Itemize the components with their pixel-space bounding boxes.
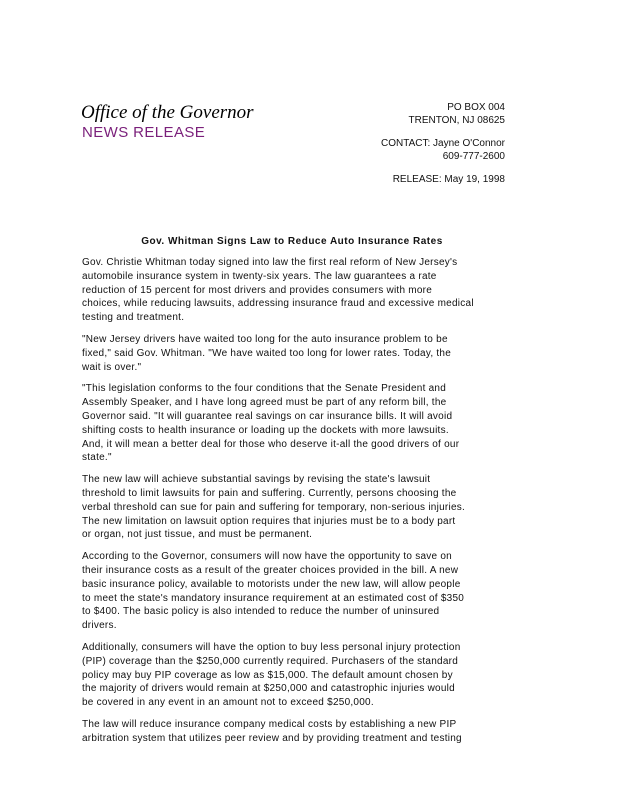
paragraph: "New Jersey drivers have waited too long for the auto insurance problem to be fixed," said Gov. Whitman. "We have waited too long for lower rates. Today, the wait is over." xyxy=(82,333,452,373)
paragraph: Additionally, consumers will have the option to buy less personal injury protection (PIP) coverage than the $250,000 currently required. Purchasers of the standard policy may buy PIP coverage as low as $15,000. The default amount chosen by the majority of drivers would remain at $250,000 and catastrophic injuries would be covered in any event in an amount not to exceed $250,000. xyxy=(82,641,461,709)
city-zip: TRENTON, NJ 08625 xyxy=(408,115,505,126)
headline: Gov. Whitman Signs Law to Reduce Auto Insurance Rates xyxy=(141,236,443,247)
contact-name: CONTACT: Jayne O'Connor xyxy=(381,138,505,149)
paragraph: The law will reduce insurance company medical costs by establishing a new PIP arbitration system that utilizes peer review and by providing treatment and testing xyxy=(82,718,462,744)
paragraph: "This legislation conforms to the four conditions that the Senate President and Assembly Speaker, and I have long agreed must be part of any reform bill, the Governor said. "It will guarantee real savings on car insurance bills. It will avoid shifting costs to health insurance or loading up the dockets with more lawsuits. And, it will mean a better deal for those who deserve it-all the good drivers of our state." xyxy=(82,383,460,464)
po-box: PO BOX 004 xyxy=(447,102,505,113)
paragraph: According to the Governor, consumers will now have the opportunity to save on their insurance costs as a result of the greater choices provided in the bill. A new basic insurance policy, available to motorists under the new law, will allow people to meet the state's mandatory insurance requirement at an estimated cost of $350 to $400. The basic policy is also intended to reduce the number of uninsured drivers. xyxy=(82,551,465,632)
body-text xyxy=(82,256,512,754)
contact-block xyxy=(381,101,505,186)
news-release-label: NEWS RELEASE xyxy=(82,124,206,141)
contact-phone: 609-777-2600 xyxy=(442,151,505,162)
office-title: Office of the Governor xyxy=(81,102,254,123)
paragraph: Gov. Christie Whitman today signed into law the first real reform of New Jersey's automobile insurance system in twenty-six years. The law guarantees a rate reduction of 15 percent for most drivers and provides consumers with more choices, while reducing lawsuits, addressing insurance fraud and excessive medical testing and treatment. xyxy=(82,257,474,324)
paragraph: The new law will achieve substantial savings by revising the state's lawsuit threshold to limit lawsuits for pain and suffering. Currently, persons choosing the verbal threshold can sue for pain and suffering for temporary, non-serious injuries. The new limitation on lawsuit option requires that injuries must be to a body part or organ, not just tissue, and must be permanent. xyxy=(82,474,466,541)
release-date: RELEASE: May 19, 1998 xyxy=(392,174,505,185)
